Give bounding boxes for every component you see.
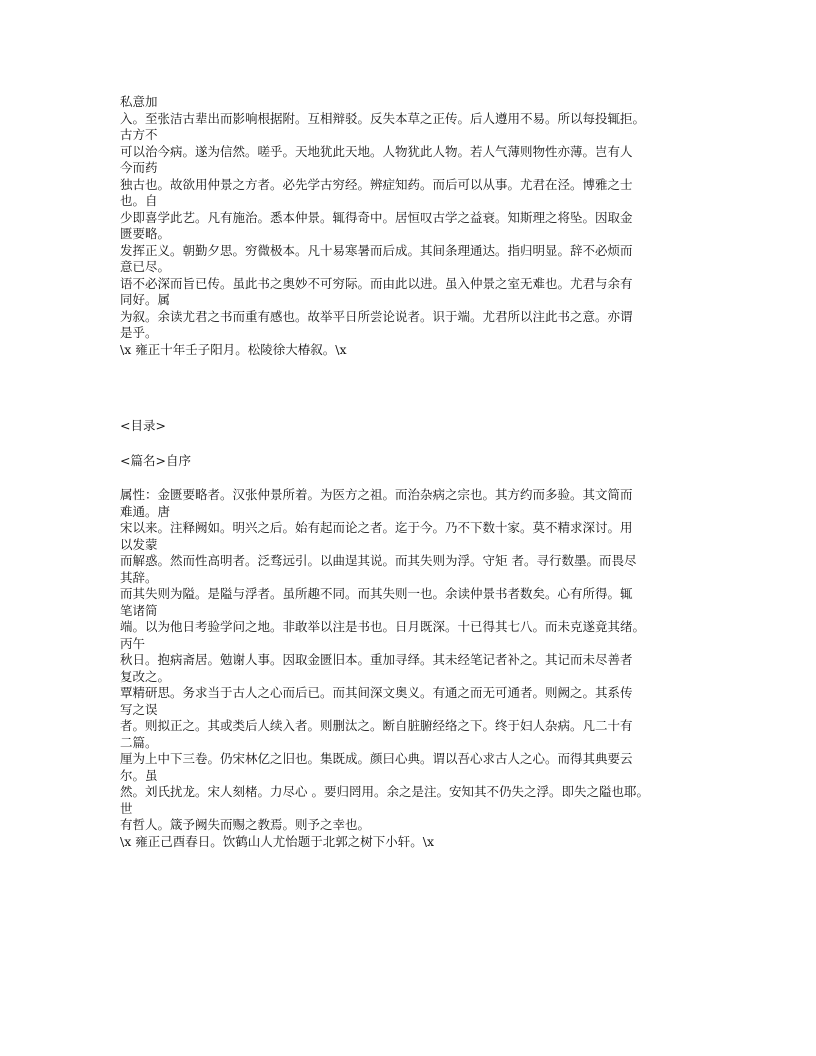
preface-line: 可以治今病。遂为信然。嗟乎。天地犹此天地。人物犹此人物。若人气薄则物性亦薄。岂有人 <box>120 143 633 159</box>
preface-line: 语不必深而旨已传。虽此书之奥妙不可穷际。而由此以进。虽入仲景之室无难也。尤君与余有 <box>120 275 633 291</box>
body-line: 厘为上中下三卷。仍宋林亿之旧也。集既成。颜曰心典。谓以吾心求古人之心。而得其典要云 <box>120 751 633 766</box>
body-line: 而其失则为隘。是隘与浮者。虽所趣不同。而其失则一也。余读仲景书者数矣。心有所得。辄 <box>120 586 633 601</box>
body-line: 复改之。 <box>120 668 171 684</box>
body-line: 写之误 <box>120 701 158 717</box>
body-line: 端。以为他日考验学问之地。非敢举以注是书也。日月既深。十已得其七八。而未克遂竟其绪。 <box>120 619 646 634</box>
document-page <box>120 94 706 850</box>
preface-line: 私意加 <box>120 94 158 109</box>
body-line: 二篇。 <box>120 734 158 750</box>
preface-line: 也。自 <box>120 193 158 208</box>
preface-line: 独古也。故欲用仲景之方者。必先学古穷经。辨症知药。而后可以从事。尤君在泾。博雅之士 <box>120 176 633 192</box>
preface-line: 匮要略。 <box>120 226 171 241</box>
preface-line: 入。至张洁古辈出而影响根据附。互相辩驳。反失本草之正传。后人遵用不易。所以每投辄拒。 <box>120 110 646 126</box>
body-line: 而解惑。然而性高明者。泛骛远引。以曲逞其说。而其失则为浮。守矩 者。寻行数墨。而畏尽 <box>120 553 637 568</box>
body-line: 难通。唐 <box>120 503 171 519</box>
preface-line: 意已尽。 <box>120 259 171 274</box>
body-signature: \x 雍正己酉春日。饮鹤山人尤怡题于北郭之树下小轩。\x <box>120 833 434 849</box>
body-line: 宋以来。注释阙如。明兴之后。始有起而论之者。迄于今。乃不下数十家。莫不精求深讨。用 <box>120 520 633 535</box>
body-line: 笔诸简 <box>120 602 158 618</box>
section-heading: <篇名>自序 <box>120 452 191 468</box>
body-block <box>120 487 706 850</box>
body-line: 然。刘氏扰龙。宋人刻楮。力尽心 。要归罔用。余之是注。安知其不仍失之浮。即失之隘也耶。 <box>120 784 649 799</box>
body-line: 以发蒙 <box>120 536 158 552</box>
body-line: 尔。虽 <box>120 767 158 783</box>
preface-line: 今而药 <box>120 160 158 175</box>
preface-line: 少即喜学此艺。凡有施治。悉本仲景。辄得奇中。居恒叹古学之益衰。知斯理之将坠。因取金 <box>120 209 633 225</box>
body-line: 有哲人。箴予阙失而赐之教焉。则予之幸也。 <box>120 817 371 832</box>
preface-line: 是乎。 <box>120 325 158 340</box>
body-line: 世 <box>120 800 133 816</box>
body-line: 秋日。抱病斋居。勉谢人事。因取金匮旧本。重加寻绎。其未经笔记者补之。其记而未尽善者 <box>120 652 633 667</box>
body-line: 其辞。 <box>120 569 158 585</box>
preface-line: 古方不 <box>120 127 158 142</box>
body-line: 属性：金匮要略者。汉张仲景所着。为医方之祖。而治杂病之宗也。其方约而多验。其文简而 <box>120 487 633 502</box>
preface-line: 同好。属 <box>120 292 171 307</box>
body-line: 丙午 <box>120 635 146 651</box>
body-line: 者。则拟正之。其或类后人续入者。则删汰之。断自脏腑经络之下。终于妇人杂病。凡二十有 <box>120 718 633 733</box>
preface-line: 发挥正义。朝勤夕思。穷微极本。凡十易寒暑而后成。其间条理通达。指归明显。辞不必烦而 <box>120 242 633 258</box>
preface-signature: \x 雍正十年壬子阳月。松陵徐大椿叙。\x <box>120 341 347 357</box>
body-line: 覃精研思。务求当于古人之心而后已。而其间深文奥义。有通之而无可通者。则阙之。其系传 <box>120 685 633 700</box>
toc-heading: <目录> <box>120 418 166 433</box>
preface-line: 为叙。余读尤君之书而重有感也。故举平日所尝论说者。识于端。尤君所以注此书之意。亦谓 <box>120 308 633 324</box>
preface-block <box>120 94 706 358</box>
